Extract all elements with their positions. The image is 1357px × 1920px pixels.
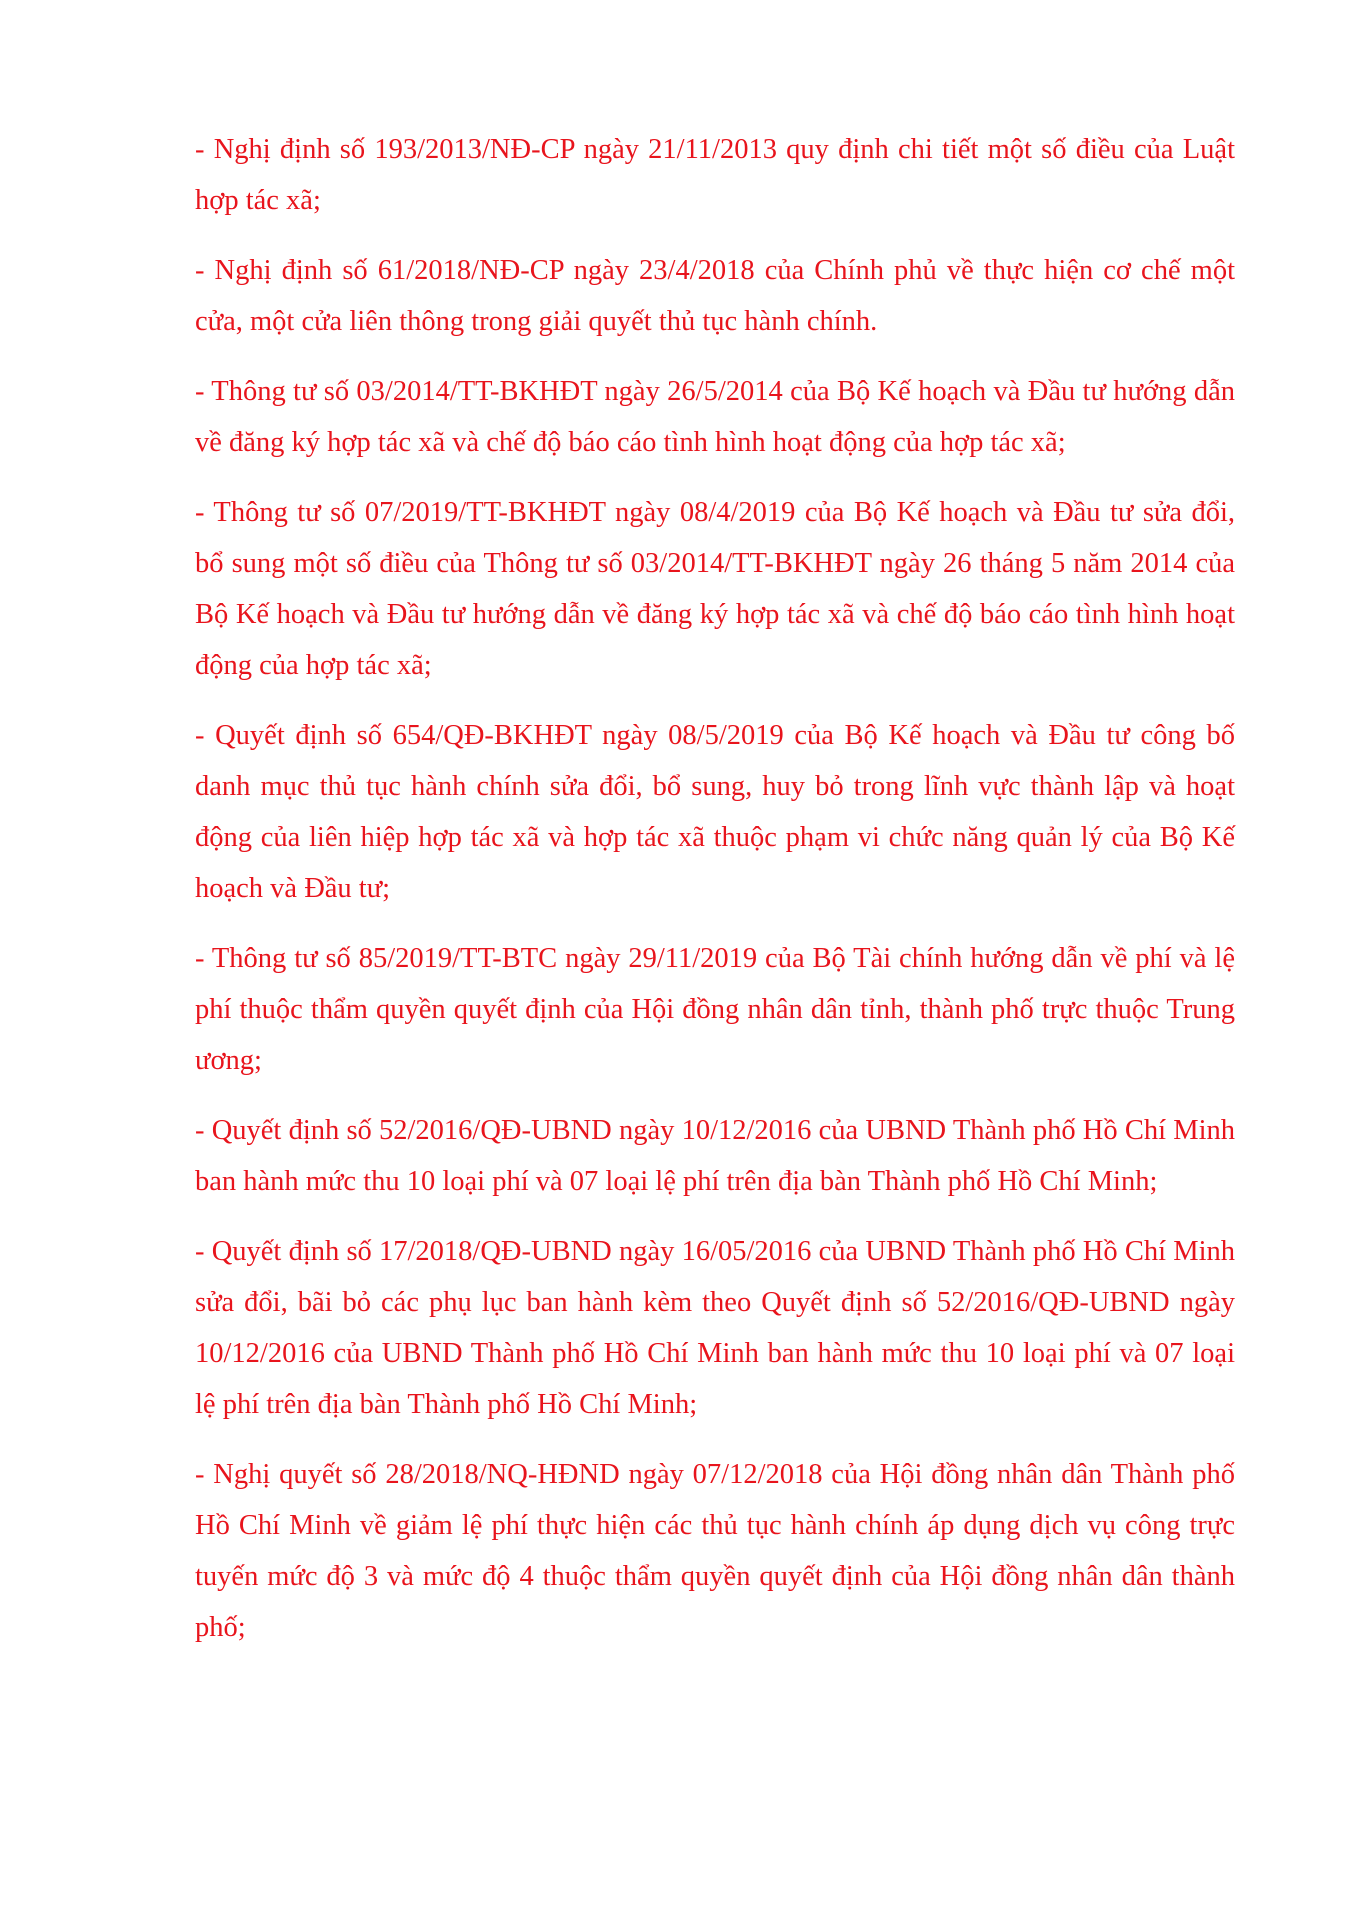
paragraph-decision-17-2018: - Quyết định số 17/2018/QĐ-UBND ngày 16/05/2016 của UBND Thành phố Hồ Chí Minh sửa đổi, bãi bỏ các phụ lục ban hành kèm theo Quyết định số 52/2016/QĐ-UBND ngày 10/12/2016 của UBND Thành phố Hồ Chí Minh ban hành mức thu 10 loại phí và 07 loại lệ phí trên địa bàn Thành phố Hồ Chí Minh; xyxy=(195,1236,1235,1420)
document-body xyxy=(195,124,1235,1672)
paragraph-decision-52-2016: - Quyết định số 52/2016/QĐ-UBND ngày 10/12/2016 của UBND Thành phố Hồ Chí Minh ban hành mức thu 10 loại phí và 07 loại lệ phí trên địa bàn Thành phố Hồ Chí Minh; xyxy=(195,1115,1235,1197)
paragraph-circular-07-2019: - Thông tư số 07/2019/TT-BKHĐT ngày 08/4/2019 của Bộ Kế hoạch và Đầu tư sửa đổi, bổ sung một số điều của Thông tư số 03/2014/TT-BKHĐT ngày 26 tháng 5 năm 2014 của Bộ Kế hoạch và Đầu tư hướng dẫn về đăng ký hợp tác xã và chế độ báo cáo tình hình hoạt động của hợp tác xã; xyxy=(195,497,1235,681)
paragraph-circular-85-2019: - Thông tư số 85/2019/TT-BTC ngày 29/11/2019 của Bộ Tài chính hướng dẫn về phí và lệ phí thuộc thẩm quyền quyết định của Hội đồng nhân dân tỉnh, thành phố trực thuộc Trung ương; xyxy=(195,943,1235,1076)
paragraph-decree-61-2018: - Nghị định số 61/2018/NĐ-CP ngày 23/4/2018 của Chính phủ về thực hiện cơ chế một cửa, một cửa liên thông trong giải quyết thủ tục hành chính. xyxy=(195,255,1235,337)
paragraph-resolution-28-2018: - Nghị quyết số 28/2018/NQ-HĐND ngày 07/12/2018 của Hội đồng nhân dân Thành phố Hồ Chí Minh về giảm lệ phí thực hiện các thủ tục hành chính áp dụng dịch vụ công trực tuyến mức độ 3 và mức độ 4 thuộc thẩm quyền quyết định của Hội đồng nhân dân thành phố; xyxy=(195,1459,1235,1643)
paragraph-decision-654-2019: - Quyết định số 654/QĐ-BKHĐT ngày 08/5/2019 của Bộ Kế hoạch và Đầu tư công bố danh mục thủ tục hành chính sửa đổi, bổ sung, huy bỏ trong lĩnh vực thành lập và hoạt động của liên hiệp hợp tác xã và hợp tác xã thuộc phạm vi chức năng quản lý của Bộ Kế hoạch và Đầu tư; xyxy=(195,720,1235,904)
paragraph-decree-193-2013: - Nghị định số 193/2013/NĐ-CP ngày 21/11/2013 quy định chi tiết một số điều của Luật hợp tác xã; xyxy=(195,134,1235,216)
paragraph-circular-03-2014: - Thông tư số 03/2014/TT-BKHĐT ngày 26/5/2014 của Bộ Kế hoạch và Đầu tư hướng dẫn về đăng ký hợp tác xã và chế độ báo cáo tình hình hoạt động của hợp tác xã; xyxy=(195,376,1235,458)
